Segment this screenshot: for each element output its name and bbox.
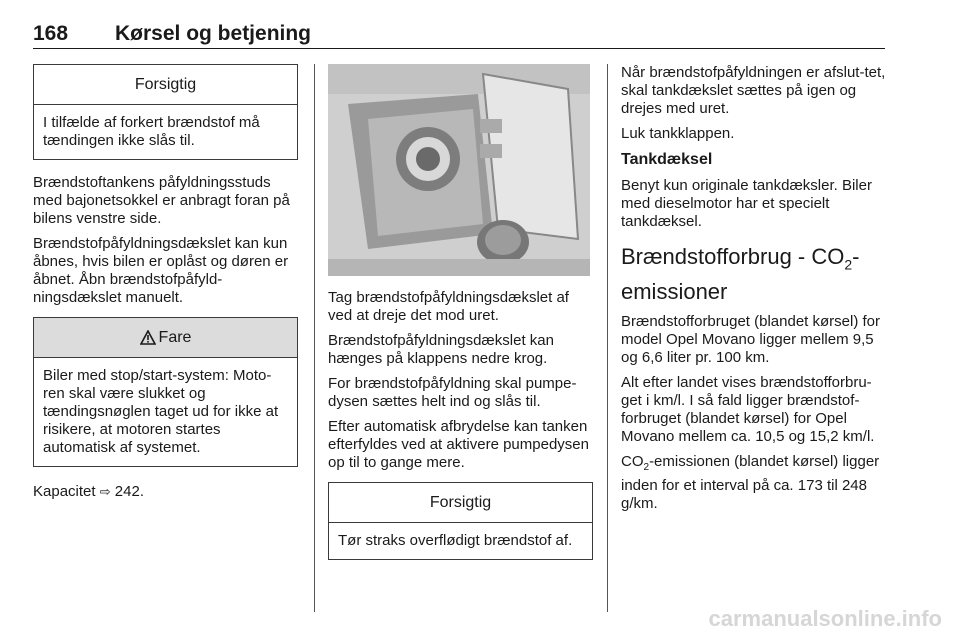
page-reference-arrow-icon: ⇨: [99, 484, 111, 499]
capacity-label: Kapacitet: [33, 483, 96, 500]
paragraph-co2: $CO_2$-emissionen (blandet kørsel) ligger inden for et interval på ca. 173 til 248 g/km.: [621, 453, 880, 513]
paragraph-refill: Efter automatisk afbrydelse kan tanken efterfyldes ved at aktivere pumpedysen op til to gange mere.: [328, 418, 589, 471]
caution-box-body: Tør straks overflødigt brændstof af.: [338, 532, 573, 549]
heading-tank-cap: Tankdæksel: [621, 151, 713, 168]
column-divider-2: [607, 64, 608, 612]
danger-box-title: Fare: [158, 328, 192, 346]
caution-box-title: Forsigtig: [329, 483, 592, 523]
page-title: Kørsel og betjening: [115, 22, 312, 45]
caution-box-left: [33, 64, 298, 160]
header-rule: [33, 48, 885, 49]
paragraph-original-caps: Benyt kun originale tankdæksler. Biler med dieselmotor har et specielt tankdæksel.: [621, 177, 872, 230]
paragraph-insert-nozzle: For brændstofpåfyldning skal pumpe-dysen sættes helt ind og slås til.: [328, 375, 577, 410]
caution-box-title: Forsigtig: [34, 65, 297, 105]
middle-column: [328, 64, 593, 574]
paragraph-hang-cap: Brændstofpåfyldningsdækslet kan hænges på klappens nedre krog.: [328, 332, 554, 367]
caution-box-middle: [328, 482, 593, 560]
danger-box: [33, 317, 298, 467]
watermark: carmanualsonline.info: [708, 606, 942, 631]
capacity-line: [33, 483, 298, 501]
paragraph-consumption-kml: Alt efter landet vises brændstofforbru-get i km/l. I så fald ligger brændstof-forbruget (blandet kørsel) for Opel Movano mellem ca. 10,5 og 15,2 km/l.: [621, 374, 875, 446]
paragraph-remove-cap: Tag brændstofpåfyldningsdækslet af ved at dreje det mod uret.: [328, 289, 569, 324]
heading-fuel-consumption: Brændstofforbrug - $CO_2$-emissioner: [621, 244, 860, 305]
left-column: [33, 64, 298, 508]
warning-triangle-icon: [140, 330, 156, 345]
paragraph-refit-cap: Når brændstofpåfyldningen er afslut-tet, skal tankdækslet sættes på igen og drejes med uret.: [621, 64, 886, 117]
paragraph-consumption-l100km: Brændstofforbruget (blandet kørsel) for model Opel Movano ligger mellem 9,5 og 6,6 liter pr. 100 km.: [621, 313, 881, 367]
column-divider-1: [314, 64, 315, 612]
right-column: [621, 64, 889, 520]
page-number: 168: [33, 22, 69, 45]
paragraph-fuel-filler: Brændstoftankens påfyldningsstuds med bajonetsokkel er anbragt foran på bilens venstre side.: [33, 174, 290, 227]
caution-box-body: I tilfælde af forkert brændstof må tændingen ikke slås til.: [43, 114, 260, 149]
page-header: [33, 22, 885, 50]
danger-box-body: Biler med stop/start-system: Moto-ren skal være slukket og tændingsnøglen taget ud for ikke at risikere, at motoren startes automatisk af systemet.: [43, 367, 279, 456]
capacity-ref-link[interactable]: 242.: [114, 483, 144, 500]
danger-box-header: [34, 318, 297, 358]
fuel-filler-photo: [328, 64, 590, 276]
paragraph-close-flap: Luk tankklappen.: [621, 125, 735, 142]
paragraph-filler-cap-open: Brændstofpåfyldningsdækslet kan kun åbnes, hvis bilen er oplåst og døren er åbnet. Åbn brændstofpåfyld-ningsdækslet manuelt.: [33, 235, 289, 306]
